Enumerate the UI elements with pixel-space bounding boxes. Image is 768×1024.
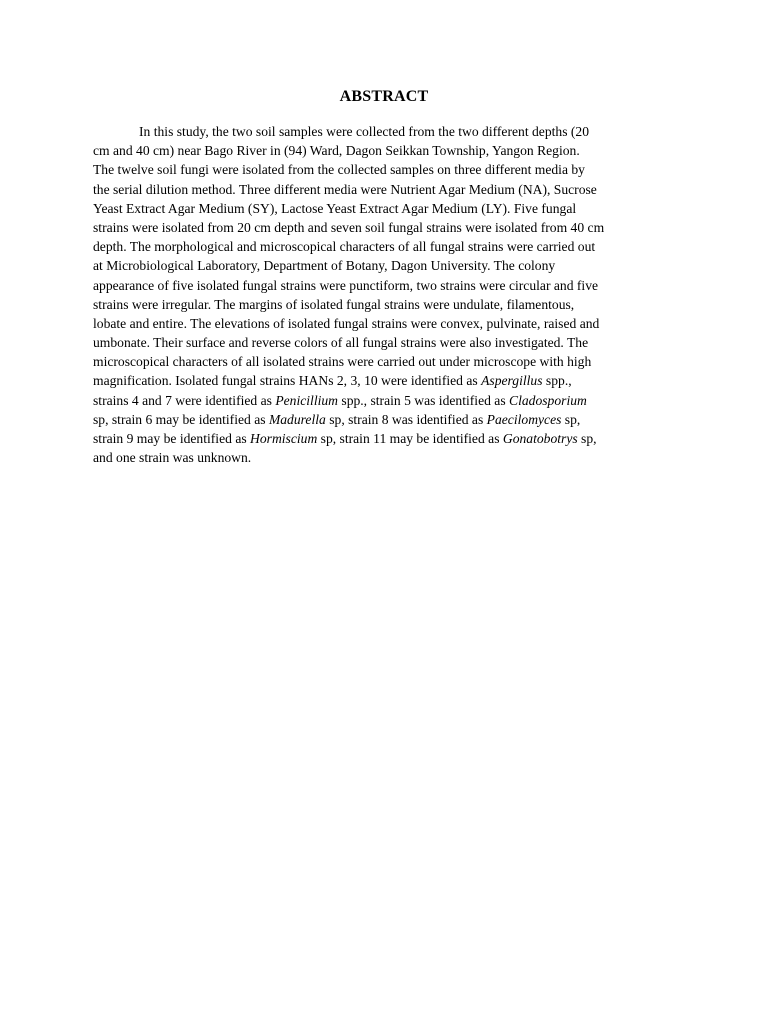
text-line: at Microbiological Laboratory, Department of Botany, Dagon University. The colony (93, 258, 556, 274)
genus-name: Hormiscium (250, 431, 318, 446)
text-line: appearance of five isolated fungal strains were punctiform, two strains were circular and five (93, 277, 599, 293)
text-line: microscopical characters of all isolated strains were carried out under microscope with high (93, 354, 592, 370)
text-line: umbonate. Their surface and reverse colors of all fungal strains were also investigated. The (93, 335, 589, 351)
text-line: strain 9 may be identified as Hormiscium sp, strain 11 may be identified as Gonatobotrys sp, (93, 431, 597, 446)
genus-name: Madurella (268, 411, 326, 427)
text-line: strains were isolated from 20 cm depth and seven soil fungal strains were isolated from 40 cm (93, 219, 605, 235)
text-line: strains were irregular. The margins of isolated fungal strains were undulate, filamentous, (93, 296, 575, 312)
genus-name: Penicillium (275, 392, 338, 408)
genus-name: Paecilomyces (486, 411, 562, 427)
text-line: depth. The morphological and microscopical characters of all fungal strains were carried out (93, 239, 596, 255)
text-line: magnification. Isolated fungal strains HANs 2, 3, 10 were identified as Aspergillus spp., (93, 373, 572, 389)
genus-name: Gonatobotrys (502, 431, 578, 446)
text-line: The twelve soil fungi were isolated from the collected samples on three different media by (93, 162, 585, 178)
genus-name: Cladosporium (509, 392, 587, 408)
text-line: and one strain was unknown. (93, 450, 252, 466)
text-line: cm and 40 cm) near Bago River in (94) Ward, Dagon Seikkan Township, Yangon Region. (93, 143, 580, 159)
abstract-heading: ABSTRACT (339, 88, 429, 105)
text-line: In this study, the two soil samples were collected from the two different depths (20 (139, 124, 590, 139)
text-line: Yeast Extract Agar Medium (SY), Lactose Yeast Extract Agar Medium (LY). Five fungal (93, 200, 577, 216)
text-line: lobate and entire. The elevations of isolated fungal strains were convex, pulvinate, raised and (93, 315, 600, 331)
text-line: strains 4 and 7 were identified as Penicillium spp., strain 5 was identified as Cladosporium (93, 392, 587, 408)
genus-name: Aspergillus (481, 373, 543, 389)
text-line: sp, strain 6 may be identified as Madurella sp, strain 8 was identified as Paecilomyces sp, (93, 411, 581, 427)
text-line: the serial dilution method. Three different media were Nutrient Agar Medium (NA), Sucrose (93, 181, 597, 197)
abstract-paragraph (93, 122, 683, 467)
